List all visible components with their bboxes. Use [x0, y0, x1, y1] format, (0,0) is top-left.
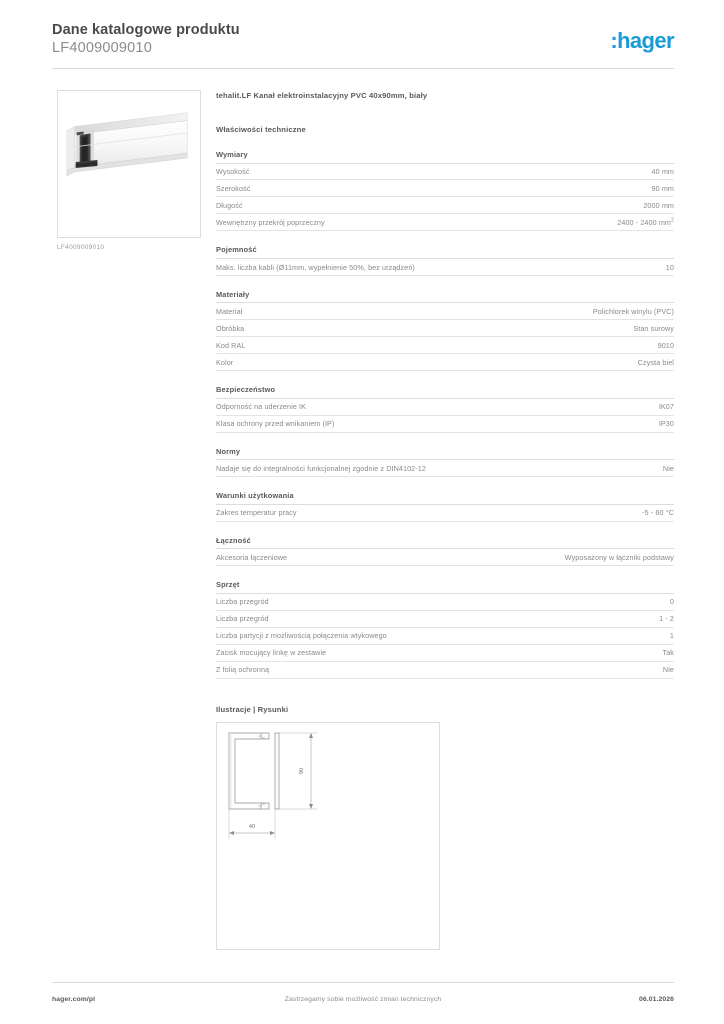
logo-wordmark: hager — [617, 28, 674, 53]
product-photo-cable-trunking — [58, 91, 200, 237]
spec-value: 10 — [665, 262, 674, 272]
spec-value: 90 mm — [651, 184, 674, 194]
spec-value: IK07 — [658, 402, 674, 412]
spec-label: Odporność na uderzenie IK — [216, 402, 307, 412]
spec-section — [216, 491, 674, 521]
spec-value: Nie — [662, 665, 674, 675]
spec-section-heading: Warunki użytkowania — [216, 491, 674, 505]
spec-row — [216, 180, 674, 197]
spec-row — [216, 505, 674, 522]
spec-row — [216, 197, 674, 214]
spec-value-superscript: 2 — [671, 217, 674, 224]
spec-section — [216, 290, 674, 371]
footer-website[interactable]: hager.com/pl — [52, 996, 96, 1003]
spec-value: 9010 — [657, 340, 674, 350]
spec-label: Kolor — [216, 357, 234, 367]
spec-label: Zakres temperatur pracy — [216, 508, 297, 518]
product-image-caption: LF4009009010 — [57, 244, 105, 251]
spec-section-heading: Bezpieczeństwo — [216, 385, 674, 399]
spec-value: 2000 mm — [643, 201, 674, 211]
spec-row — [216, 354, 674, 371]
spec-label: Liczba przegród — [216, 614, 269, 624]
spec-label: Długość — [216, 201, 243, 211]
spec-label: Obróbka — [216, 324, 245, 333]
header-divider — [52, 68, 674, 69]
spec-row — [216, 337, 674, 354]
spec-value: Czysta biel — [637, 357, 674, 367]
footer-divider — [52, 982, 674, 983]
product-image-frame — [57, 90, 201, 238]
spec-row — [216, 549, 674, 566]
spec-section — [216, 536, 674, 566]
spec-section-heading: Łączność — [216, 536, 674, 550]
spec-section — [216, 580, 674, 678]
hager-logo — [610, 28, 674, 54]
drawing-height-label: 90 — [299, 767, 305, 774]
spec-section-heading: Sprzęt — [216, 580, 674, 594]
technical-properties-heading: Właściwości techniczne — [216, 125, 306, 134]
spec-value: Tak — [662, 648, 674, 658]
spec-row — [216, 164, 674, 181]
product-title: tehalit.LF Kanał elektroinstalacyjny PVC 40x90mm, biały — [216, 91, 428, 100]
spec-section-heading: Wymiary — [216, 150, 674, 164]
logo-colon-mark: : — [610, 28, 618, 53]
page-header — [52, 22, 674, 68]
spec-value: -5 - 60 °C — [642, 508, 674, 518]
spec-value: 1 - 2 — [659, 614, 674, 624]
spec-value: IP30 — [658, 419, 674, 429]
spec-row — [216, 416, 674, 433]
spec-row — [216, 259, 674, 276]
spec-row — [216, 460, 674, 477]
page-footer — [52, 996, 674, 1008]
spec-value: Nie — [662, 463, 674, 473]
footer-date: 06.01.2026 — [638, 996, 674, 1003]
spec-section — [216, 447, 674, 477]
spec-sections — [216, 150, 674, 679]
spec-section-heading: Normy — [216, 447, 674, 461]
spec-value: Polichlorek winylu (PVC) — [592, 307, 674, 317]
spec-label: Klasa ochrony przed wnikaniem (IP) — [216, 419, 335, 429]
spec-label: Nadaje się do integralności funkcjonalnej zgodnie z DIN4102-12 — [216, 463, 426, 473]
spec-section-heading: Pojemność — [216, 245, 674, 259]
spec-row — [216, 594, 674, 611]
spec-label: Szerokość — [216, 184, 251, 194]
spec-row — [216, 303, 674, 320]
spec-value-text: 2400 - 2400 mm — [617, 218, 671, 228]
spec-section-heading: Materiały — [216, 290, 674, 304]
spec-label: Kod RAL — [216, 340, 246, 350]
illustrations-heading: Ilustracje | Rysunki — [216, 704, 289, 714]
spec-section — [216, 385, 674, 432]
spec-value: 1 — [669, 631, 674, 641]
spec-label: Maks. liczba kabli (Ø11mm, wypełnienie 50%, bez urządzeń) — [216, 262, 415, 272]
spec-label: Wysokość — [216, 167, 250, 177]
technical-drawing-cross-section — [217, 723, 439, 949]
product-reference: LF4009009010 — [52, 40, 152, 56]
spec-content — [216, 90, 674, 950]
spec-value: 0 — [669, 597, 674, 607]
spec-value — [617, 218, 674, 227]
spec-label: Zacisk mocujący linkę w zestawie — [216, 648, 327, 658]
spec-value: Stan surowy — [633, 324, 674, 333]
spec-row — [216, 662, 674, 679]
spec-label: Liczba przegród — [216, 597, 269, 607]
footer-disclaimer: Zastrzegamy sobie możliwość zmian technicznych — [284, 996, 442, 1003]
illustration-frame — [216, 722, 440, 950]
spec-row — [216, 645, 674, 662]
spec-row — [216, 214, 674, 231]
drawing-width-label: 40 — [248, 823, 256, 830]
spec-label: Liczba partycji z możliwością połączenia wtykowego — [216, 631, 387, 641]
spec-row — [216, 611, 674, 628]
page-title: Dane katalogowe produktu — [52, 22, 240, 38]
spec-label: Materiał — [216, 307, 243, 317]
spec-section — [216, 245, 674, 275]
spec-label: Z folią ochronną — [216, 665, 270, 675]
spec-label: Akcesoria łączeniowe — [216, 552, 288, 562]
spec-row — [216, 320, 674, 337]
spec-value: 40 mm — [651, 167, 674, 177]
spec-section — [216, 150, 674, 231]
spec-row — [216, 628, 674, 645]
spec-label: Wewnętrzny przekrój poprzeczny — [216, 218, 325, 228]
spec-value: Wyposażony w łączniki podstawy — [564, 552, 674, 562]
spec-row — [216, 399, 674, 416]
